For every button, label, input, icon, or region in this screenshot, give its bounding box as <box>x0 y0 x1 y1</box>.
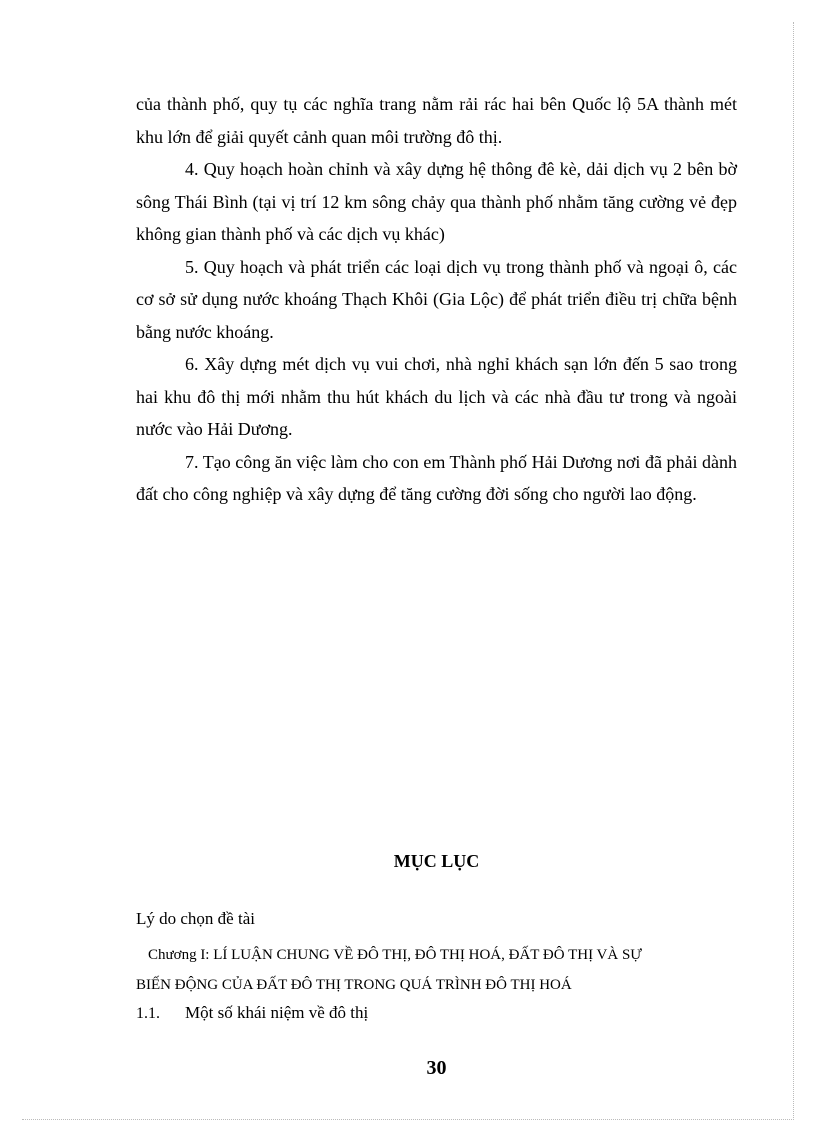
toc-section-title: Một số khái niệm về đô thị <box>185 1003 369 1022</box>
toc-title: MỤC LỤC <box>393 851 480 871</box>
toc-chapter-1-line2: BIẾN ĐỘNG CỦA ĐẤT ĐÔ THỊ TRONG QUÁ TRÌNH ĐÔ THỊ HOÁ <box>136 977 572 993</box>
toc-section-number: 1.1. <box>136 1005 160 1022</box>
paragraph-item-4: 4. Quy hoạch hoàn chỉnh và xây dựng hệ thông đê kè, dải dịch vụ 2 bên bờ sông Thái Bình (tại vị trí 12 km sông chảy qua thành phố nhằm tăng cường vẻ đẹp không gian thành phố và các dịch vụ khác) <box>136 159 737 244</box>
toc-section-1-1 <box>136 1003 368 1023</box>
toc-chapter-1-line1: Chương I: LÍ LUẬN CHUNG VỀ ĐÔ THỊ, ĐÔ THỊ HOÁ, ĐẤT ĐÔ THỊ VÀ SỰ <box>148 947 642 963</box>
page-number: 30 <box>426 1057 447 1079</box>
toc-chapter-1 <box>136 940 737 1000</box>
paragraph-item-7: 7. Tạo công ăn việc làm cho con em Thành phố Hải Dương nơi đã phải dành đất cho công nghiệp và xây dựng để tăng cường đời sống cho người lao động. <box>136 451 737 504</box>
paragraph-continuation: của thành phố, quy tụ các nghĩa trang nằm rải rác hai bên Quốc lộ 5A thành mét khu lớn để giải quyết cảnh quan môi trường đô thị. <box>136 94 737 147</box>
body-text <box>136 88 737 511</box>
paragraph-item-6: 6. Xây dựng mét dịch vụ vui chơi, nhà nghỉ khách sạn lớn đến 5 sao trong hai khu đô thị mới nhằm thu hút khách du lịch và các nhà đầu tư trong và ngoài nước vào Hải Dương. <box>136 354 737 439</box>
toc-intro: Lý do chọn đề tài <box>136 909 255 928</box>
paragraph-item-5: 5. Quy hoạch và phát triển các loại dịch vụ trong thành phố và ngoại ô, các cơ sở sử dụng nước khoáng Thạch Khôi (Gia Lộc) để phát triển điều trị chữa bệnh bằng nước khoáng. <box>136 256 737 342</box>
